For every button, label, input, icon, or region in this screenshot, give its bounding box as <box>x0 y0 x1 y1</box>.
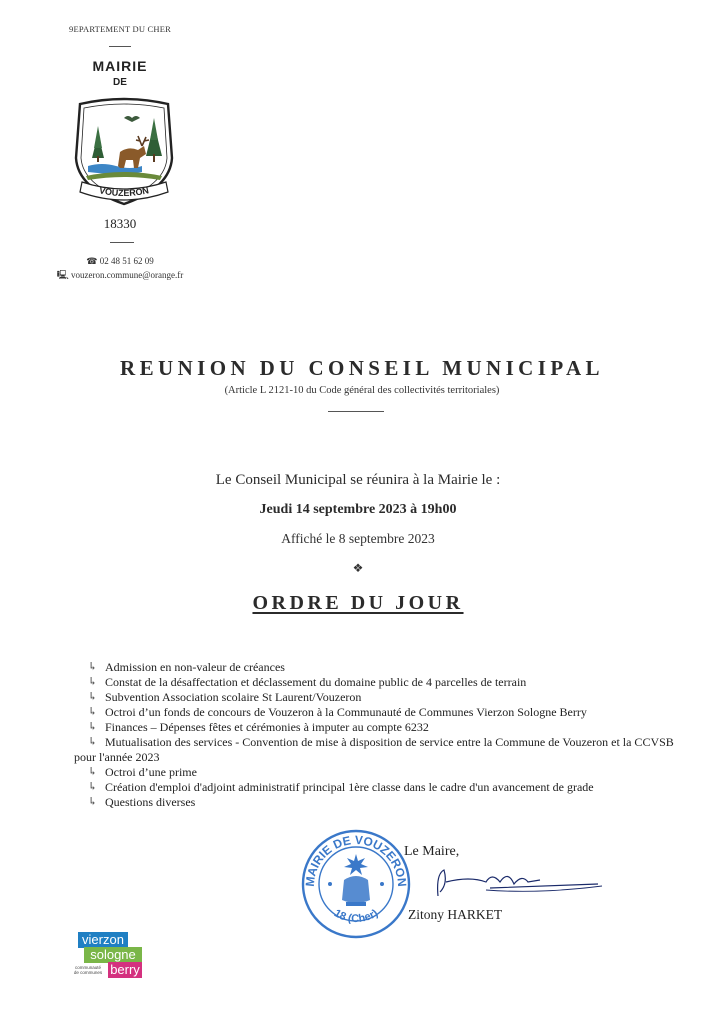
email-line <box>40 268 200 284</box>
phone-line <box>40 256 200 267</box>
agenda-list <box>74 660 688 810</box>
arrow-bullet-icon: ↳ <box>88 676 98 688</box>
logo-line3: berry <box>110 962 140 977</box>
crest-banner-text: VOUZERON <box>98 185 150 199</box>
arrow-bullet-icon: ↳ <box>88 736 98 748</box>
agenda-item: ↳ Questions diverses <box>88 795 196 809</box>
arrow-bullet-icon: ↳ <box>88 661 98 673</box>
divider <box>109 46 131 47</box>
arrow-bullet-icon: ↳ <box>88 766 98 778</box>
agenda-item: ↳ Finances – Dépenses fêtes et cérémonies à imputer au compte 6232 <box>88 720 429 734</box>
postcode: 18330 <box>103 216 137 231</box>
meeting-date: Jeudi 14 septembre 2023 à 19h00 <box>259 502 457 517</box>
arrow-bullet-icon: ↳ <box>88 781 98 793</box>
page-subtitle: (Article L 2121-10 du Code général des collectivités territoriales) <box>224 385 500 396</box>
phone-icon: ☎ <box>86 256 98 266</box>
agenda-item: ↳ Admission en non-valeur de créances <box>88 660 285 674</box>
ornament-icon: ❖ <box>352 561 364 575</box>
arrow-bullet-icon: ↳ <box>88 796 98 808</box>
page-title: REUNION DU CONSEIL MUNICIPAL <box>120 356 604 380</box>
stamp-bottom-text: 18 (Cher) <box>331 907 381 926</box>
official-stamp <box>300 828 412 940</box>
de-label: DE <box>113 77 127 88</box>
posted-date: Affiché le 8 septembre 2023 <box>281 531 435 546</box>
agenda-item: ↳ Création d'emploi d'adjoint administratif principal 1ère classe dans le cadre d'un avancement de grade <box>88 780 594 794</box>
vierzon-sologne-berry-logo <box>64 930 148 982</box>
signature-label: Le Maire, <box>404 844 460 859</box>
logo-line2: sologne <box>90 947 136 962</box>
coat-of-arms <box>72 96 176 208</box>
divider <box>110 242 134 243</box>
computer-icon: 🖳 <box>56 270 69 280</box>
arrow-bullet-icon: ↳ <box>88 691 98 703</box>
handwritten-signature <box>430 860 610 902</box>
agenda-item: ↳ Octroi d’un fonds de concours de Vouzeron à la Communauté de Communes Vierzon Sologne Berry <box>88 705 587 719</box>
arrow-bullet-icon: ↳ <box>88 721 98 733</box>
mayor-name: Zitony HARKET <box>408 907 503 922</box>
mairie-label: MAIRIE <box>92 58 148 74</box>
agenda-item: ↳ Mutualisation des services - Convention de mise à disposition de service entre la Commune de Vouzeron et la CCVSB pour l'année 2023 <box>74 735 674 764</box>
agenda-item: ↳ Constat de la désaffectation et déclassement du domaine public de 4 parcelles de terrain <box>88 675 527 689</box>
agenda-item: ↳ Octroi d’une prime <box>88 765 197 779</box>
meeting-intro: Le Conseil Municipal se réunira à la Mairie le : <box>215 472 501 488</box>
arrow-bullet-icon: ↳ <box>88 706 98 718</box>
logo-small2: de communes <box>73 970 103 975</box>
agenda-heading-text: ORDRE DU JOUR <box>252 592 464 614</box>
divider <box>328 411 384 412</box>
stamp-top-text: MAIRIE DE VOUZERON <box>302 832 410 888</box>
department-name: 9EPARTEMENT DU CHER <box>69 24 171 34</box>
agenda-item: ↳ Subvention Association scolaire St Laurent/Vouzeron <box>88 690 362 704</box>
email-address[interactable]: vouzeron.commune@orange.fr <box>71 270 184 280</box>
agenda-heading <box>0 592 716 615</box>
phone-number: 02 48 51 62 09 <box>99 256 154 266</box>
logo-small1: communauté <box>74 965 102 970</box>
logo-line1: vierzon <box>82 932 124 947</box>
